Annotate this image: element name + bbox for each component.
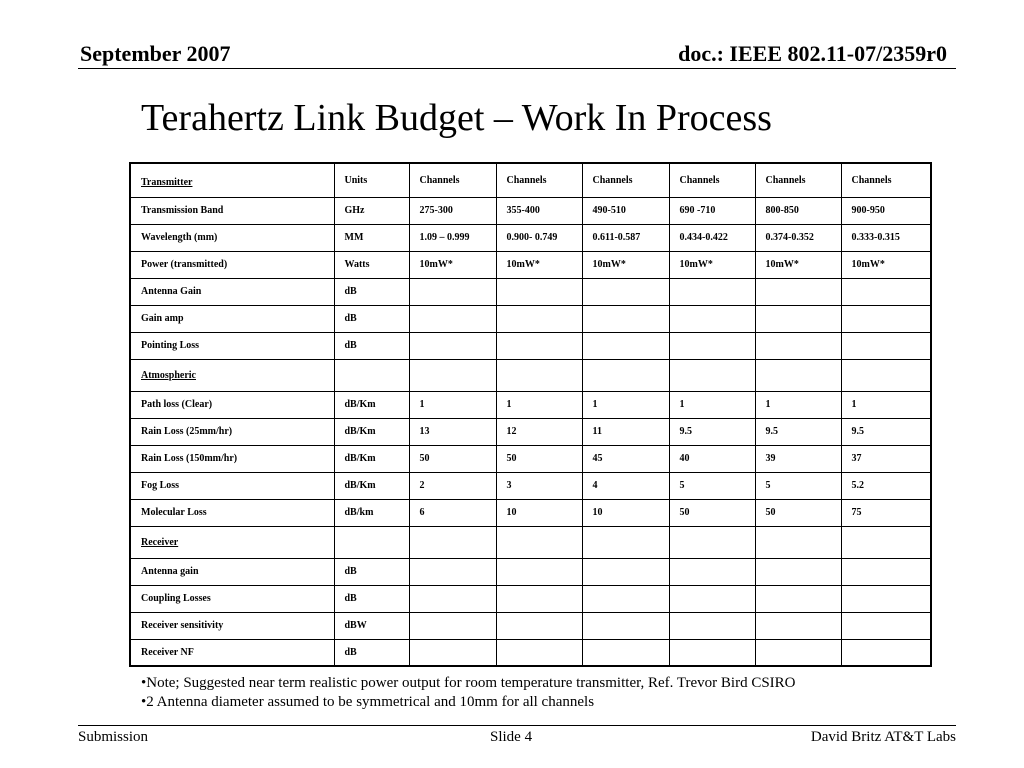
value-cell: 690 -710 [669,197,755,224]
value-cell: 9.5 [669,418,755,445]
value-cell [841,585,931,612]
unit-cell: dBW [334,612,409,639]
footer-slide-number: Slide 4 [490,729,533,745]
value-cell: 6 [409,499,496,526]
header-divider [78,68,956,69]
column-header: Channels [582,163,669,197]
value-cell [409,332,496,359]
value-cell [841,526,931,558]
column-header: Channels [841,163,931,197]
value-cell [755,526,841,558]
value-cell: 9.5 [755,418,841,445]
value-cell: 40 [669,445,755,472]
footer-submission: Submission [78,729,149,745]
unit-cell: dB/Km [334,472,409,499]
value-cell [496,558,582,585]
footer-author: David Britz AT&T Labs [810,729,956,745]
value-cell: 0.434-0.422 [669,224,755,251]
table-row [130,305,931,332]
value-cell [841,305,931,332]
header-doc-id: doc.: IEEE 802.11-07/2359r0 [678,41,947,66]
table-header-row [130,163,931,197]
value-cell: 10mW* [582,251,669,278]
table-row [130,197,931,224]
value-cell: 11 [582,418,669,445]
table-row [130,499,931,526]
row-label: Path loss (Clear) [130,391,334,418]
column-header: Channels [669,163,755,197]
table-row [130,391,931,418]
value-cell [841,558,931,585]
value-cell [669,612,755,639]
value-cell [841,278,931,305]
value-cell: 10 [496,499,582,526]
value-cell [582,278,669,305]
value-cell [669,332,755,359]
value-cell [669,278,755,305]
value-cell [755,278,841,305]
unit-cell: MM [334,224,409,251]
row-label: Rain Loss (25mm/hr) [130,418,334,445]
value-cell [669,359,755,391]
unit-cell: dB [334,305,409,332]
slide-title: Terahertz Link Budget – Work In Process [141,97,772,139]
value-cell: 1.09 – 0.999 [409,224,496,251]
value-cell [496,612,582,639]
value-cell [841,332,931,359]
value-cell [669,639,755,666]
value-cell [841,359,931,391]
value-cell: 275-300 [409,197,496,224]
unit-cell: dB/Km [334,418,409,445]
unit-cell: dB/Km [334,391,409,418]
section-row [130,359,931,391]
value-cell: 490-510 [582,197,669,224]
value-cell: 50 [669,499,755,526]
row-label: Pointing Loss [130,332,334,359]
row-label: Power (transmitted) [130,251,334,278]
unit-cell: GHz [334,197,409,224]
table-row [130,612,931,639]
value-cell: 13 [409,418,496,445]
value-cell: 0.611-0.587 [582,224,669,251]
row-label: Transmission Band [130,197,334,224]
table-row [130,332,931,359]
value-cell: 4 [582,472,669,499]
value-cell: 1 [669,391,755,418]
value-cell [755,332,841,359]
value-cell [409,558,496,585]
row-label: Gain amp [130,305,334,332]
row-label: Antenna Gain [130,278,334,305]
value-cell: 39 [755,445,841,472]
value-cell: 800-850 [755,197,841,224]
value-cell [582,585,669,612]
value-cell: 1 [409,391,496,418]
value-cell: 75 [841,499,931,526]
value-cell: 50 [409,445,496,472]
value-cell: 1 [755,391,841,418]
value-cell [755,585,841,612]
value-cell [755,359,841,391]
value-cell [582,526,669,558]
value-cell: 12 [496,418,582,445]
value-cell [755,305,841,332]
unit-cell: dB/Km [334,445,409,472]
value-cell: 9.5 [841,418,931,445]
header-date: September 2007 [80,41,231,66]
footer-divider [78,725,956,726]
value-cell [582,558,669,585]
table-row [130,251,931,278]
value-cell: 0.900- 0.749 [496,224,582,251]
value-cell: 355-400 [496,197,582,224]
table-row [130,639,931,666]
unit-cell: dB [334,332,409,359]
unit-cell [334,526,409,558]
value-cell [496,359,582,391]
section-heading: Atmospheric [130,359,334,391]
value-cell [496,278,582,305]
value-cell [582,639,669,666]
link-budget-table [129,162,932,667]
value-cell: 2 [409,472,496,499]
unit-cell: Watts [334,251,409,278]
value-cell [409,585,496,612]
section-row [130,526,931,558]
value-cell [409,278,496,305]
value-cell [496,305,582,332]
value-cell [409,359,496,391]
table-row [130,224,931,251]
table-row [130,418,931,445]
notes [141,674,796,712]
value-cell: 10mW* [841,251,931,278]
row-label: Rain Loss (150mm/hr) [130,445,334,472]
row-label: Fog Loss [130,472,334,499]
value-cell: 1 [582,391,669,418]
value-cell: 10mW* [669,251,755,278]
value-cell: 10 [582,499,669,526]
value-cell [496,585,582,612]
column-header: Units [334,163,409,197]
value-cell: 3 [496,472,582,499]
value-cell [841,612,931,639]
value-cell: 10mW* [755,251,841,278]
value-cell: 10mW* [496,251,582,278]
value-cell: 45 [582,445,669,472]
value-cell: 37 [841,445,931,472]
value-cell [496,639,582,666]
unit-cell: dB/km [334,499,409,526]
column-header: Channels [755,163,841,197]
value-cell: 50 [496,445,582,472]
value-cell [409,612,496,639]
value-cell: 50 [755,499,841,526]
row-label: Antenna gain [130,558,334,585]
table-row [130,558,931,585]
unit-cell: dB [334,278,409,305]
column-header: Channels [409,163,496,197]
table-row [130,585,931,612]
value-cell: 900-950 [841,197,931,224]
value-cell: 5 [755,472,841,499]
value-cell: 1 [496,391,582,418]
column-header: Channels [496,163,582,197]
value-cell: 0.374-0.352 [755,224,841,251]
note-antenna: •2 Antenna diameter assumed to be symmetrical and 10mm for all channels [141,694,595,710]
table-row [130,445,931,472]
value-cell [669,585,755,612]
unit-cell: dB [334,558,409,585]
row-label: Molecular Loss [130,499,334,526]
table-row [130,278,931,305]
value-cell [409,305,496,332]
value-cell [582,359,669,391]
unit-cell: dB [334,639,409,666]
unit-cell: dB [334,585,409,612]
row-label: Receiver sensitivity [130,612,334,639]
section-heading-transmitter: Transmitter [130,163,334,197]
value-cell [755,612,841,639]
unit-cell [334,359,409,391]
value-cell [669,558,755,585]
value-cell: 5.2 [841,472,931,499]
value-cell: 10mW* [409,251,496,278]
value-cell [582,332,669,359]
value-cell [409,639,496,666]
section-heading: Receiver [130,526,334,558]
value-cell [496,526,582,558]
row-label: Coupling Losses [130,585,334,612]
table-row [130,472,931,499]
value-cell [755,639,841,666]
value-cell [669,526,755,558]
note-power: •Note; Suggested near term realistic power output for room temperature transmitter, Ref. Trevor Bird CSIRO [141,675,796,691]
value-cell: 0.333-0.315 [841,224,931,251]
row-label: Wavelength (mm) [130,224,334,251]
value-cell [841,639,931,666]
value-cell [582,612,669,639]
value-cell [582,305,669,332]
value-cell [755,558,841,585]
value-cell [669,305,755,332]
value-cell: 1 [841,391,931,418]
value-cell [496,332,582,359]
value-cell: 5 [669,472,755,499]
value-cell [409,526,496,558]
row-label: Receiver NF [130,639,334,666]
